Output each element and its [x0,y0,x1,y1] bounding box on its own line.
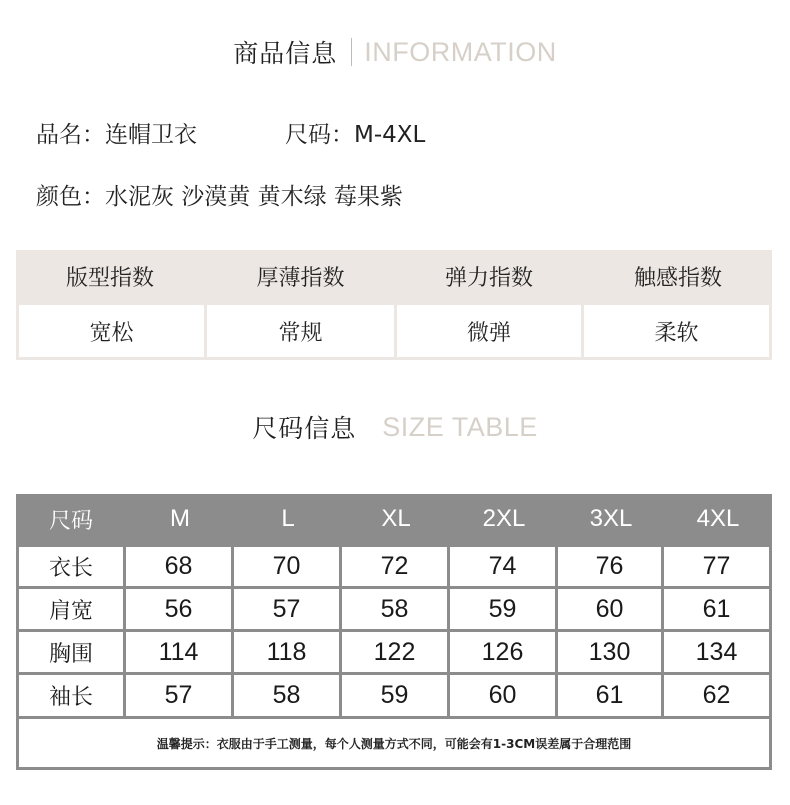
table-cell: 130 [558,632,661,672]
size-header-2xl: 2XL [482,505,526,532]
table-cell: 126 [450,632,555,672]
table-cell: 68 [126,547,231,586]
index-header-thickness: 厚薄指数 [256,266,345,291]
size-table [16,494,772,770]
table-cell: 57 [126,675,231,716]
table-cell: 60 [450,675,555,716]
row-label-chest: 胸围 [19,632,123,672]
information-heading-zh: 商品信息 [233,39,338,68]
index-header-elasticity: 弹力指数 [444,266,533,291]
index-value-thickness: 常规 [207,305,394,357]
index-value-elasticity: 微弹 [397,305,581,357]
measurement-note: 温馨提示：衣服由于手工测量，每个人测量方式不同，可能会有1-3CM误差属于合理范围 [19,719,769,767]
size-table-heading [0,409,790,445]
table-cell: 62 [664,675,769,716]
size-header-m: M [170,505,190,532]
information-heading [0,34,790,70]
table-cell: 72 [342,547,447,586]
size-header-label: 尺码 [48,508,93,534]
size-header-3xl: 3XL [589,505,633,532]
row-label-shoulder: 肩宽 [19,589,123,629]
table-cell: 74 [450,547,555,586]
size-heading-en: SIZE TABLE [382,411,538,442]
heading-divider [351,38,352,66]
product-name: 品名：连帽卫衣 [36,122,197,148]
product-size-range: 尺码：M-4XL [285,122,426,148]
table-cell: 59 [450,589,555,629]
table-cell: 77 [664,547,769,586]
table-cell: 134 [664,632,769,672]
size-header-xl: XL [381,505,411,532]
index-value-fit: 宽松 [19,305,204,357]
row-label-sleeve: 袖长 [19,675,123,716]
table-cell: 114 [126,632,231,672]
table-cell: 57 [234,589,339,629]
table-cell: 76 [558,547,661,586]
table-cell: 58 [342,589,447,629]
table-cell: 118 [234,632,339,672]
row-label-length: 衣长 [19,547,123,586]
size-heading-zh: 尺码信息 [252,414,357,443]
table-cell: 60 [558,589,661,629]
index-header-touch: 触感指数 [633,266,722,291]
index-header-fit: 版型指数 [65,266,154,291]
table-cell: 59 [342,675,447,716]
table-cell: 58 [234,675,339,716]
table-cell: 56 [126,589,231,629]
index-value-touch: 柔软 [584,305,769,357]
information-heading-en: INFORMATION [364,36,557,67]
size-header-l: L [281,505,295,532]
product-colors: 颜色：水泥灰 沙漠黄 黄木绿 莓果紫 [36,184,403,210]
table-cell: 122 [342,632,447,672]
table-cell: 61 [664,589,769,629]
size-header-4xl: 4XL [696,505,740,532]
table-cell: 61 [558,675,661,716]
index-table [16,250,772,360]
table-cell: 70 [234,547,339,586]
